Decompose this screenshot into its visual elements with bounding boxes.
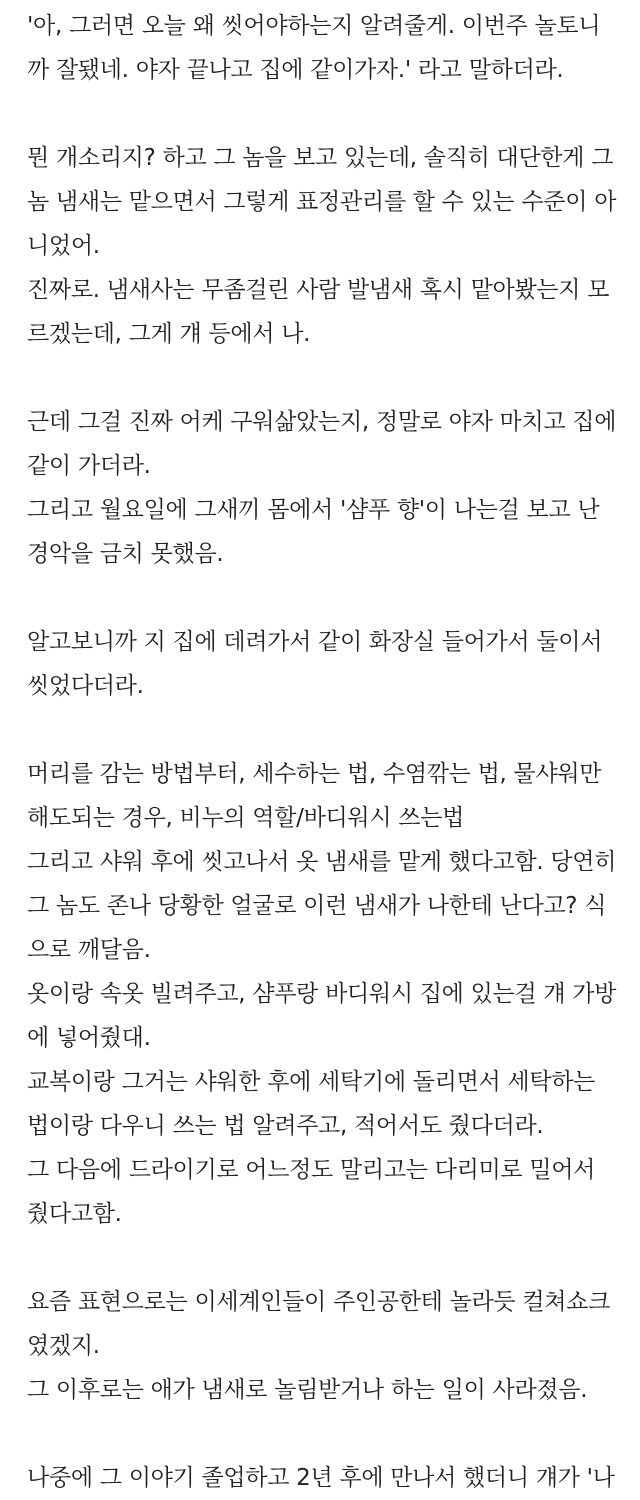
text-line: 그 이후로는 애가 냄새로 놀림받거나 하는 일이 사라졌음.: [27, 1377, 588, 1403]
text-line: 교복이랑 그거는 샤워한 후에 세탁기에 돌리면서 세탁하는: [27, 1069, 596, 1095]
text-line: 머리를 감는 방법부터, 세수하는 법, 수염깎는 법, 물샤워만: [27, 761, 602, 787]
text-line: 였겠지.: [27, 1333, 100, 1359]
blank-line: [27, 92, 627, 136]
text-line: 에 넣어줬대.: [27, 1025, 151, 1051]
text-line: 나중에 그 이야기 졸업하고 2년 후에 만나서 했더니 걔가 '나: [27, 1465, 615, 1491]
blank-line: [27, 1236, 627, 1280]
text-line: 알고보니까 지 집에 데려가서 같이 화장실 들어가서 둘이서: [27, 629, 603, 655]
text-line: 르겠는데, 그게 걔 등에서 나.: [27, 321, 311, 347]
text-line: 근데 그걸 진짜 어케 구워삶았는지, 정말로 야자 마치고 집에: [27, 409, 617, 435]
article-body: [27, 4, 627, 1500]
blank-line: [27, 576, 627, 620]
text-line: 그리고 월요일에 그새끼 몸에서 '샴푸 향'이 나는걸 보고 난: [27, 497, 600, 523]
text-line: 같이 가더라.: [27, 453, 151, 479]
text-line: 뭔 개소리지? 하고 그 놈을 보고 있는데, 솔직히 대단한게 그: [27, 145, 614, 171]
text-line: 그 다음에 드라이기로 어느정도 말리고는 다리미로 밀어서: [27, 1157, 596, 1183]
text-line: 줬다고함.: [27, 1201, 122, 1227]
text-line: 법이랑 다우니 쓰는 법 알려주고, 적어서도 줬다더라.: [27, 1113, 544, 1139]
text-line: 까 잘됐네. 야자 끝나고 집에 같이가자.' 라고 말하더라.: [27, 57, 564, 83]
text-line: 옷이랑 속옷 빌려주고, 샴푸랑 바디워시 집에 있는걸 걔 가방: [27, 981, 617, 1007]
text-line: 으로 깨달음.: [27, 937, 151, 963]
text-line: 그리고 샤워 후에 씻고나서 옷 냄새를 맡게 했다고함. 당연히: [27, 849, 617, 875]
text-line: 경악을 금치 못했음.: [27, 541, 224, 567]
blank-line: [27, 1412, 627, 1456]
text-line: '아, 그러면 오늘 왜 씻어야하는지 알려줄게. 이번주 놀토니: [27, 13, 601, 39]
text-line: 놈 냄새는 맡으면서 그렇게 표정관리를 할 수 있는 수준이 아: [27, 189, 617, 215]
text-line: 씻었다더라.: [27, 673, 144, 699]
text-line: 니었어.: [27, 233, 100, 259]
text-line: 그 놈도 존나 당황한 얼굴로 이런 냄새가 나한테 난다고? 식: [27, 893, 607, 919]
text-line: 요즘 표현으로는 이세계인들이 주인공한테 놀라듯 컬쳐쇼크: [27, 1289, 611, 1315]
blank-line: [27, 708, 627, 752]
blank-line: [27, 356, 627, 400]
text-line: 해도되는 경우, 비누의 역할/바디워시 쓰는법: [27, 805, 465, 831]
text-line: 진짜로. 냄새사는 무좀걸린 사람 발냄새 혹시 맡아봤는지 모: [27, 277, 610, 303]
